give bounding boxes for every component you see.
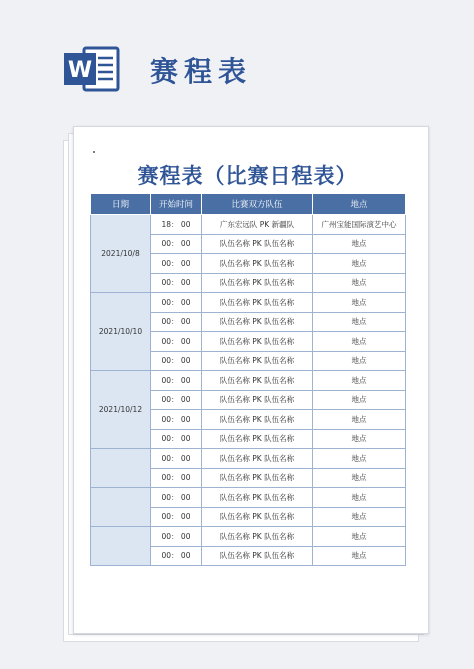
venue-cell: 地点 xyxy=(313,390,406,410)
teams-cell: 队伍名称 PK 队伍名称 xyxy=(202,371,313,391)
cursor-mark xyxy=(93,151,95,153)
table-header-row xyxy=(91,194,406,215)
time-cell: 00： 00 xyxy=(151,273,202,293)
teams-cell: 广东宏远队 PK 新疆队 xyxy=(202,215,313,235)
time-cell: 00： 00 xyxy=(151,351,202,371)
date-cell: 2021/10/8 xyxy=(91,215,151,293)
time-cell: 00： 00 xyxy=(151,254,202,274)
date-cell xyxy=(91,488,151,527)
header-title: 赛程表 xyxy=(150,55,253,88)
time-cell: 00： 00 xyxy=(151,312,202,332)
venue-cell: 地点 xyxy=(313,234,406,254)
time-cell: 00： 00 xyxy=(151,429,202,449)
teams-cell: 队伍名称 PK 队伍名称 xyxy=(202,468,313,488)
venue-cell: 地点 xyxy=(313,429,406,449)
teams-cell: 队伍名称 PK 队伍名称 xyxy=(202,351,313,371)
teams-cell: 队伍名称 PK 队伍名称 xyxy=(202,234,313,254)
teams-cell: 队伍名称 PK 队伍名称 xyxy=(202,254,313,274)
column-header-teams: 比赛双方队伍 xyxy=(202,194,313,215)
teams-cell: 队伍名称 PK 队伍名称 xyxy=(202,410,313,430)
time-cell: 00： 00 xyxy=(151,293,202,313)
time-cell: 18： 00 xyxy=(151,215,202,235)
table-row xyxy=(91,293,406,313)
time-cell: 00： 00 xyxy=(151,371,202,391)
date-cell: 2021/10/10 xyxy=(91,293,151,371)
venue-cell: 地点 xyxy=(313,546,406,566)
teams-cell: 队伍名称 PK 队伍名称 xyxy=(202,546,313,566)
venue-cell: 地点 xyxy=(313,488,406,508)
column-header-venue: 地点 xyxy=(313,194,406,215)
word-doc-icon xyxy=(62,44,122,94)
time-cell: 00： 00 xyxy=(151,546,202,566)
date-cell xyxy=(91,527,151,566)
time-cell: 00： 00 xyxy=(151,332,202,352)
venue-cell: 地点 xyxy=(313,468,406,488)
time-cell: 00： 00 xyxy=(151,390,202,410)
time-cell: 00： 00 xyxy=(151,449,202,469)
time-cell: 00： 00 xyxy=(151,410,202,430)
teams-cell: 队伍名称 PK 队伍名称 xyxy=(202,273,313,293)
column-header-time: 开始时间 xyxy=(151,194,202,215)
teams-cell: 队伍名称 PK 队伍名称 xyxy=(202,527,313,547)
date-cell: 2021/10/12 xyxy=(91,371,151,449)
teams-cell: 队伍名称 PK 队伍名称 xyxy=(202,332,313,352)
date-cell xyxy=(91,449,151,488)
venue-cell: 地点 xyxy=(313,351,406,371)
teams-cell: 队伍名称 PK 队伍名称 xyxy=(202,449,313,469)
table-row xyxy=(91,371,406,391)
venue-cell: 地点 xyxy=(313,254,406,274)
venue-cell: 地点 xyxy=(313,410,406,430)
time-cell: 00： 00 xyxy=(151,468,202,488)
teams-cell: 队伍名称 PK 队伍名称 xyxy=(202,390,313,410)
venue-cell: 地点 xyxy=(313,273,406,293)
teams-cell: 队伍名称 PK 队伍名称 xyxy=(202,488,313,508)
time-cell: 00： 00 xyxy=(151,527,202,547)
venue-cell: 地点 xyxy=(313,312,406,332)
venue-cell: 广州宝能国际演艺中心 xyxy=(313,215,406,235)
teams-cell: 队伍名称 PK 队伍名称 xyxy=(202,429,313,449)
table-row xyxy=(91,449,406,469)
table-row xyxy=(91,215,406,235)
table-row xyxy=(91,488,406,508)
venue-cell: 地点 xyxy=(313,507,406,527)
time-cell: 00： 00 xyxy=(151,507,202,527)
teams-cell: 队伍名称 PK 队伍名称 xyxy=(202,312,313,332)
teams-cell: 队伍名称 PK 队伍名称 xyxy=(202,507,313,527)
venue-cell: 地点 xyxy=(313,293,406,313)
venue-cell: 地点 xyxy=(313,449,406,469)
column-header-date: 日期 xyxy=(91,194,151,215)
svg-text:W: W xyxy=(67,58,93,83)
teams-cell: 队伍名称 PK 队伍名称 xyxy=(202,293,313,313)
document-title: 赛程表（比赛日程表） xyxy=(137,164,358,188)
time-cell: 00： 00 xyxy=(151,234,202,254)
venue-cell: 地点 xyxy=(313,527,406,547)
venue-cell: 地点 xyxy=(313,371,406,391)
table-row xyxy=(91,527,406,547)
venue-cell: 地点 xyxy=(313,332,406,352)
time-cell: 00： 00 xyxy=(151,488,202,508)
schedule-table xyxy=(90,193,406,566)
